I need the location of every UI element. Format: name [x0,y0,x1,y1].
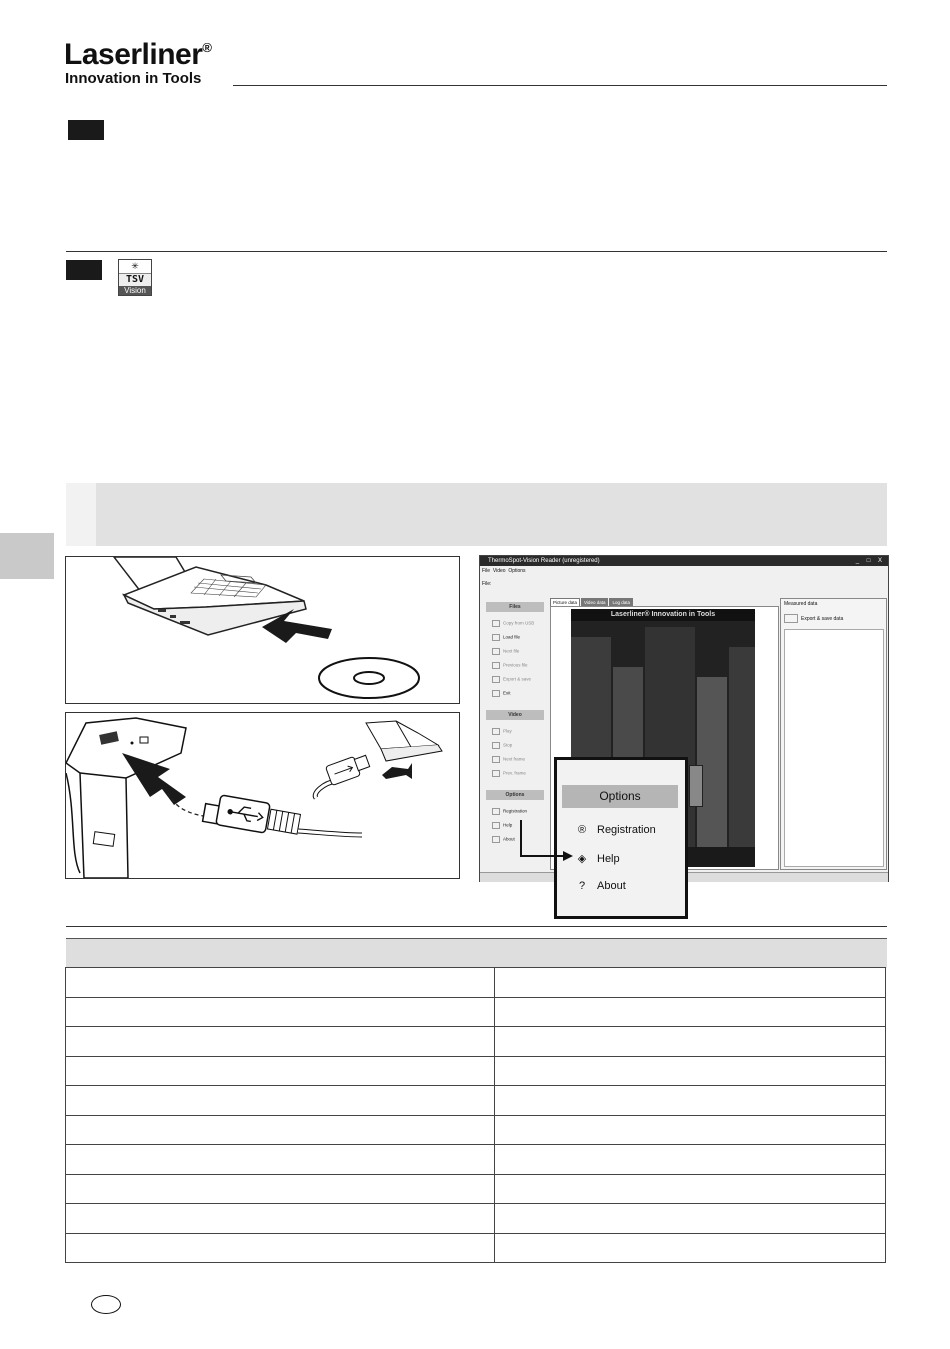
table-divider [66,926,887,927]
stop-item[interactable]: Stop [492,742,512,749]
tsv-vision-icon [118,259,152,296]
tab-picture-data[interactable]: Picture data [550,598,580,607]
section-heading-band [66,483,887,546]
menu-video[interactable]: Video [492,568,506,574]
table-row [66,1086,886,1116]
table-row [66,968,886,998]
table-header [66,938,887,968]
tab-log-data[interactable]: Log data [609,598,633,607]
window-title: ThermoSpot-Vision Reader (unregistered) [488,558,600,564]
question-icon: ? [578,880,586,892]
registered-mark: ® [202,40,212,55]
export-save-item[interactable]: Export & save [492,676,531,683]
copy-from-usb-item[interactable]: Copy from USB [492,620,534,627]
registration-icon: ® [577,824,587,836]
help-icon [492,822,500,829]
about-item[interactable]: About [492,836,515,843]
usb-strain-relief [267,809,300,834]
table-row [66,1204,886,1234]
laptop-cd-illustration [66,557,459,703]
exit-icon [492,690,500,697]
laser-burst-icon: ✳ [119,260,151,274]
callout-connector [515,818,575,863]
figure-usb-connection [65,712,460,879]
brand-logo [64,38,212,72]
popup-about-item[interactable]: ? About [575,880,626,892]
popup-registration-item[interactable]: ® Registration [575,824,656,836]
side-language-tab [0,533,54,579]
spec-table [65,967,886,1263]
play-icon [492,728,500,735]
video-header: Video [486,710,544,720]
device-button [140,737,148,743]
window-controls[interactable]: _ □ X [855,558,885,564]
about-icon [492,836,500,843]
menu-options[interactable]: Options [508,568,526,574]
export-icon [784,614,798,623]
prev-frame-item[interactable]: Prev. frame [492,770,526,777]
cd-hole [354,672,384,684]
section-marker-1 [68,120,104,140]
measured-data-label: Measured data [784,601,818,607]
section-marker-2 [66,260,102,280]
files-header: Files [486,602,544,612]
exit-item[interactable]: Exit [492,690,511,697]
table-row [66,1027,886,1057]
table-row [66,1233,886,1263]
tsv-sublabel: Vision [119,286,151,295]
previous-icon [492,662,500,669]
table-row [66,1056,886,1086]
figure-laptop-cd [65,556,460,704]
stop-icon [492,742,500,749]
registration-item[interactable]: Registration [492,808,527,815]
file-label: File: [482,581,492,587]
connect-arrow-laptop [382,763,412,779]
meter-device [689,765,703,807]
help-item[interactable]: Help [492,822,512,829]
brand-name: Laserliner [64,38,203,71]
help-book-icon: ◈ [577,853,587,865]
registration-icon [492,808,500,815]
photo-brand: Laserliner® Innovation in Tools [571,609,755,621]
section-divider [66,251,887,252]
folder-icon [492,634,500,641]
menu-bar [482,568,526,574]
save-icon [492,676,500,683]
tsv-label: TSV [125,274,145,285]
table-row [66,1174,886,1204]
measured-data-box [784,629,884,867]
brand-tagline: Innovation in Tools [65,70,202,87]
next-frame-icon [492,756,500,763]
tab-video-data[interactable]: Video data [581,598,608,607]
next-icon [492,648,500,655]
window-titlebar [480,556,888,566]
usb-connection-illustration [66,713,459,878]
options-popup-header: Options [562,785,678,808]
table-row [66,997,886,1027]
previous-file-item[interactable]: Previous file [492,662,528,669]
next-file-item[interactable]: Next file [492,648,519,655]
next-frame-item[interactable]: Next frame [492,756,525,763]
device-body [66,718,186,878]
load-file-item[interactable]: Load file [492,634,520,641]
play-item[interactable]: Play [492,728,512,735]
popup-help-item[interactable]: ◈ Help [575,852,620,865]
prev-frame-icon [492,770,500,777]
header-rule [233,85,887,86]
usb-icon [492,620,500,627]
menu-file[interactable]: File [482,568,491,574]
language-badge [91,1295,121,1314]
table-row [66,1145,886,1175]
export-save-data-button[interactable]: Export & save data [784,614,843,623]
measured-data-panel [780,598,887,870]
table-row [66,1115,886,1145]
section-heading-square [66,483,96,546]
options-header: Options [486,790,544,800]
device-slot [93,832,114,847]
